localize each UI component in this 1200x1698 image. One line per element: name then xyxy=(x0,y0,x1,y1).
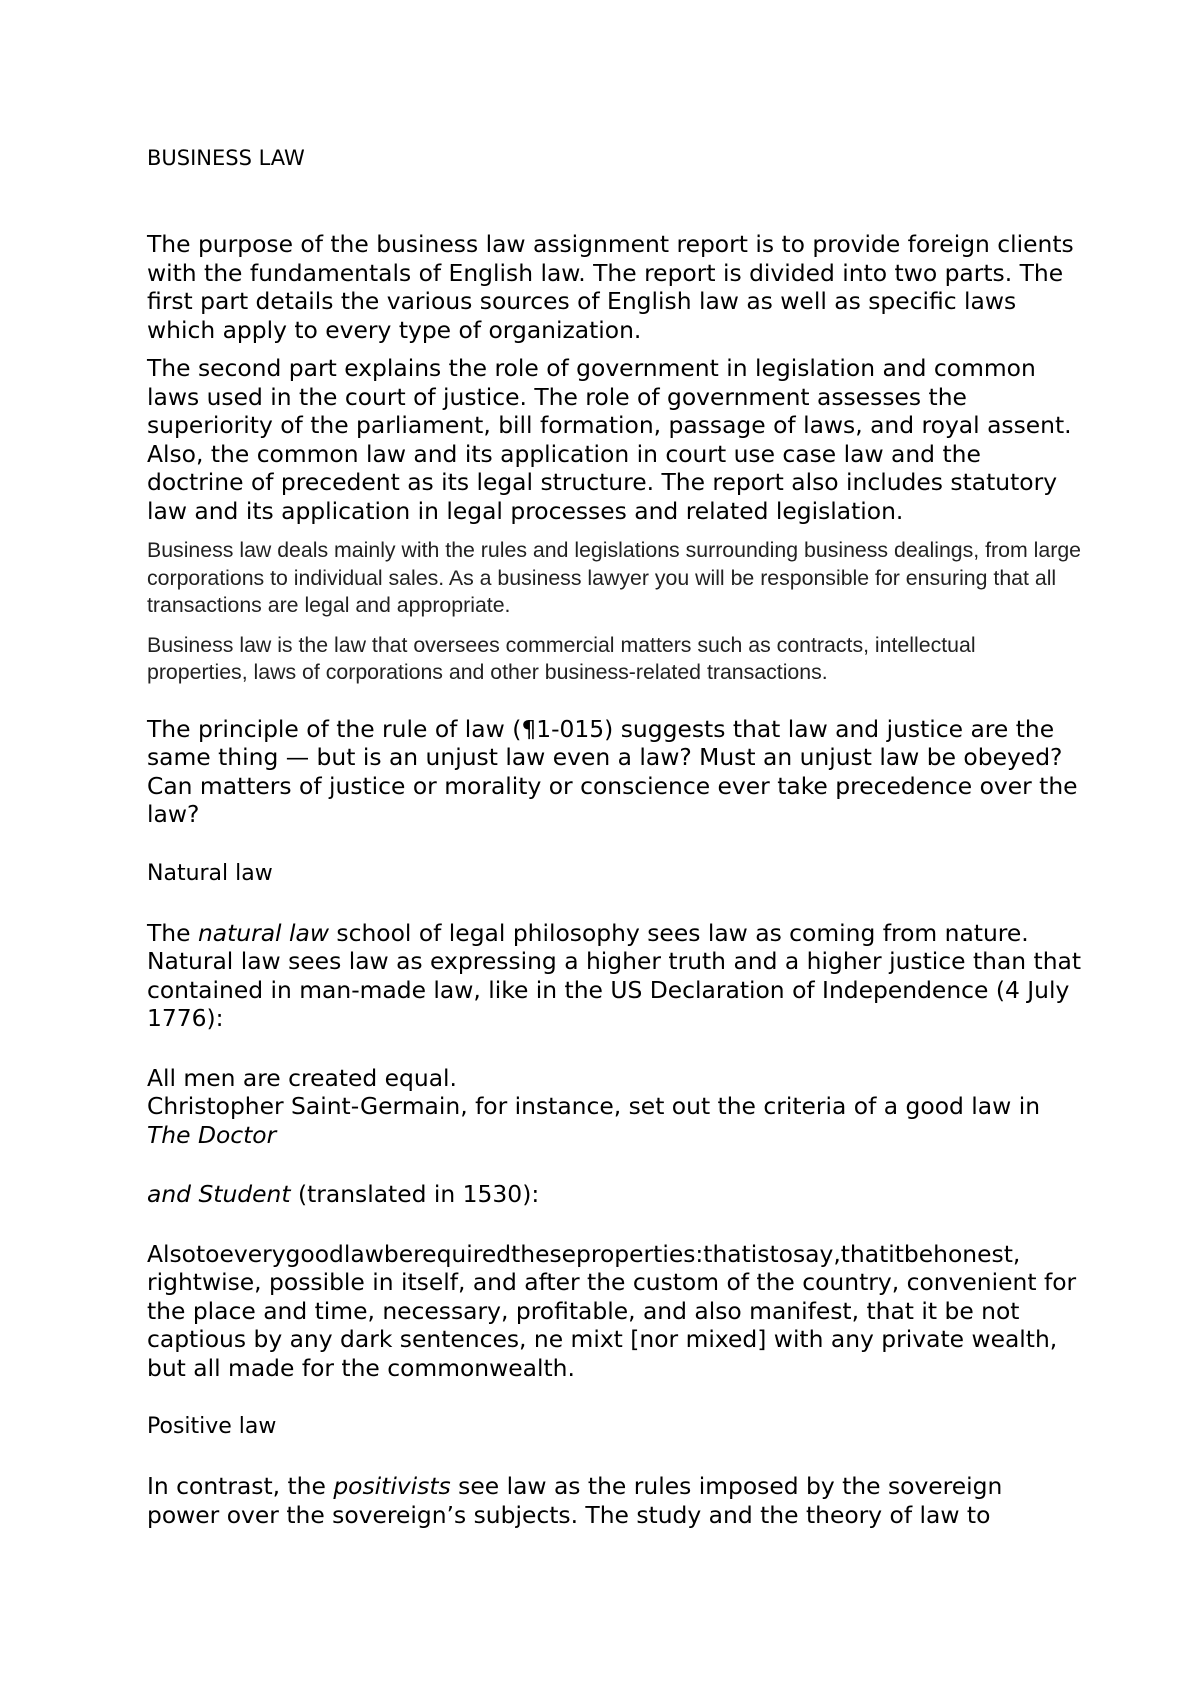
positive-law-heading: Positive law xyxy=(147,1414,277,1439)
positive-law-paragraph xyxy=(147,1472,1082,1529)
saint-germain-paragraph xyxy=(147,1092,1082,1149)
saint-germain-text: Christopher Saint-Germain, for instance, set out the criteria of a good law in xyxy=(147,1092,1041,1120)
natural-law-paragraph xyxy=(147,919,1082,1033)
document-body xyxy=(147,144,1082,1529)
natural-law-heading: Natural law xyxy=(147,860,273,886)
intro-paragraph-2: The second part explains the role of government in legislation and common laws used in the court of justice. The role of government assesses the superiority of the parliament, bill formation, passage of laws, and royal assent. Also, the common law and its application in court use case law and the doctrine of precedent as its legal structure. The report also includes statutory law and its application in legal processes and related legislation. xyxy=(147,354,1072,525)
rule-of-law-paragraph: The principle of the rule of law (¶1-015) suggests that law and justice are the same thing — but is an unjust law even a law? Must an unjust law be obeyed? Can matters of justice or morality or conscience ever take precedence over the law? xyxy=(147,714,1078,828)
intro-paragraph-1: The purpose of the business law assignment report is to provide foreign clients with the fundamentals of English law. The report is divided into two parts. The first part details the various sources of English law as well as specific laws which apply to every type of organization. xyxy=(147,230,1074,344)
saint-germain-excerpt xyxy=(147,1240,1082,1383)
book-title-part-1: The Doctor xyxy=(147,1120,277,1149)
document-title: BUSINESS LAW xyxy=(147,146,305,170)
excerpt-rest: rightwise, possible in itself, and after the custom of the country, convenient for the place and time, necessary, profitable, and also manifest, that it be not captious by any dark sentences, ne mixt [nor mixed] with any private wealth, but all made for the commonwealth. xyxy=(147,1268,1077,1382)
natural-law-text-before: The xyxy=(147,918,198,947)
positivists-term: positivists xyxy=(333,1472,451,1500)
excerpt-first-line: Alsotoeverygoodlawberequiredtheseproperties:thatistosay,thatitbehonest, xyxy=(147,1239,1021,1268)
and-student-line xyxy=(147,1180,1082,1209)
book-title-part-2: and Student xyxy=(147,1180,291,1208)
positive-law-text-before: In contrast, the xyxy=(147,1472,334,1500)
definition-paragraph-2: Business law is the law that oversees commercial matters such as contracts, intellectual properties, laws of corporations and other business-related transactions. xyxy=(147,632,976,684)
definition-paragraph-1: Business law deals mainly with the rules and legislations surrounding business dealings, from large corporations to individual sales. As a business lawyer you will be responsible for ensuring that all transactions are legal and appropriate. xyxy=(147,538,1082,617)
declaration-quote: All men are created equal. xyxy=(147,1063,457,1092)
translation-note: (translated in 1530): xyxy=(290,1180,540,1208)
natural-law-term: natural law xyxy=(197,918,329,947)
positive-law-text-after: see law as the rules imposed by the sovereign power over the sovereign’s subjects. The study and the theory of law to xyxy=(147,1472,1003,1529)
natural-law-text-after: school of legal philosophy sees law as coming from nature. Natural law sees law as expressing a higher truth and a higher justice than that contained in man-made law, like in the US Declaration of Independence (4 July 1776): xyxy=(147,918,1082,1032)
